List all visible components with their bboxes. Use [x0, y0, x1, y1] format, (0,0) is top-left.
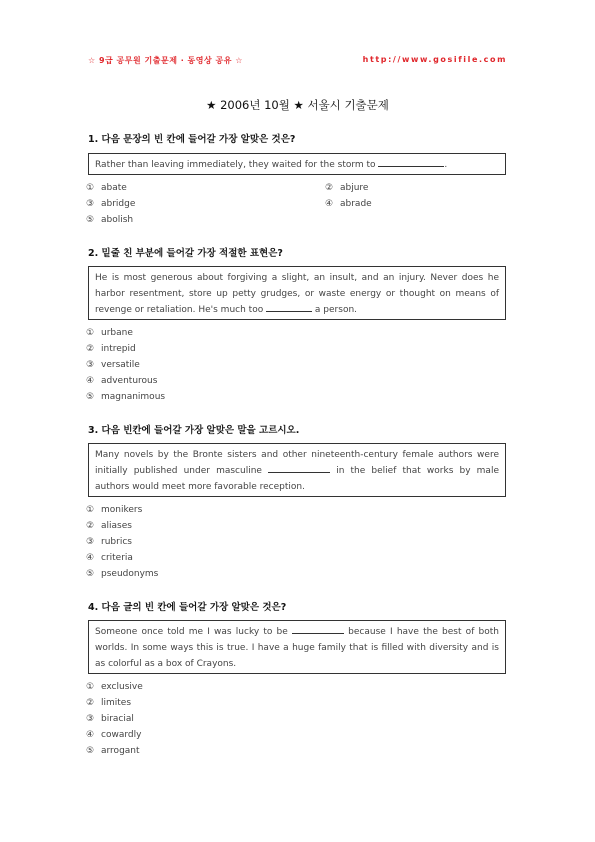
question-4-prompt: 4. 다음 글의 빈 칸에 들어갈 가장 알맞은 것은? — [88, 602, 287, 613]
passage-text: because I have the best of both worlds. In some ways this is true. I have a huge family that is filled with diversity and is as colorful as a box of Crayons. — [95, 627, 499, 669]
option: ④ adventurous — [86, 376, 158, 386]
passage-text: in the belief that works by male authors would meet more favorable reception. — [95, 466, 499, 492]
option: ④ abrade — [325, 199, 372, 209]
question-1-passage — [88, 153, 506, 175]
option: ④ criteria — [86, 553, 133, 563]
option: ④ cowardly — [86, 730, 142, 740]
option: ② abjure — [325, 183, 369, 193]
option: ③ biracial — [86, 714, 134, 724]
passage-text: . — [444, 160, 448, 170]
question-3-prompt: 3. 다음 빈칸에 들어갈 가장 알맞은 말을 고르시오. — [88, 425, 300, 436]
option: ② aliases — [86, 521, 132, 531]
header-left-text: ☆ 9급 공무원 기출문제 · 동영상 공유 ☆ — [88, 56, 243, 65]
question-4-passage — [88, 620, 506, 674]
question-2-passage — [88, 266, 506, 320]
header-website-link[interactable]: http://www.gosifile.com — [362, 55, 507, 64]
answer-blank — [378, 157, 444, 167]
option: ② limites — [86, 698, 132, 708]
passage-text: Many novels by the Bronte sisters and other nineteenth-century female authors were initially published under masculine — [95, 450, 499, 476]
option: ① exclusive — [86, 682, 143, 692]
option: ② intrepid — [86, 344, 136, 354]
question-3-passage — [88, 443, 506, 497]
option: ③ rubrics — [86, 537, 132, 547]
option: ① abate — [86, 183, 127, 193]
option: ① urbane — [86, 328, 133, 338]
option: ⑤ magnanimous — [86, 392, 166, 402]
option: ③ versatile — [86, 360, 140, 370]
answer-blank — [266, 302, 312, 312]
question-2-prompt: 2. 밑줄 친 부분에 들어갈 가장 적절한 표현은? — [88, 248, 283, 259]
option: ⑤ arrogant — [86, 746, 140, 756]
option: ③ abridge — [86, 199, 136, 209]
question-1-prompt: 1. 다음 문장의 빈 칸에 들어갈 가장 알맞은 것은? — [88, 134, 296, 145]
option: ① monikers — [86, 505, 143, 515]
page-title: ★ 2006년 10월 ★ 서울시 기출문제 — [206, 98, 389, 112]
passage-text: Rather than leaving immediately, they waited for the storm to — [95, 160, 379, 170]
passage-text: Someone once told me I was lucky to be — [95, 627, 292, 637]
option: ⑤ pseudonyms — [86, 569, 159, 579]
option: ⑤ abolish — [86, 215, 134, 225]
passage-text: He is most generous about forgiving a slight, an insult, and an injury. Never does he harbor resentment, store up petty grudges, or waste energy or thought on means of revenge or retaliation. He's much too — [95, 273, 499, 315]
answer-blank — [292, 624, 344, 634]
passage-text: a person. — [312, 305, 358, 315]
answer-blank — [268, 463, 330, 473]
